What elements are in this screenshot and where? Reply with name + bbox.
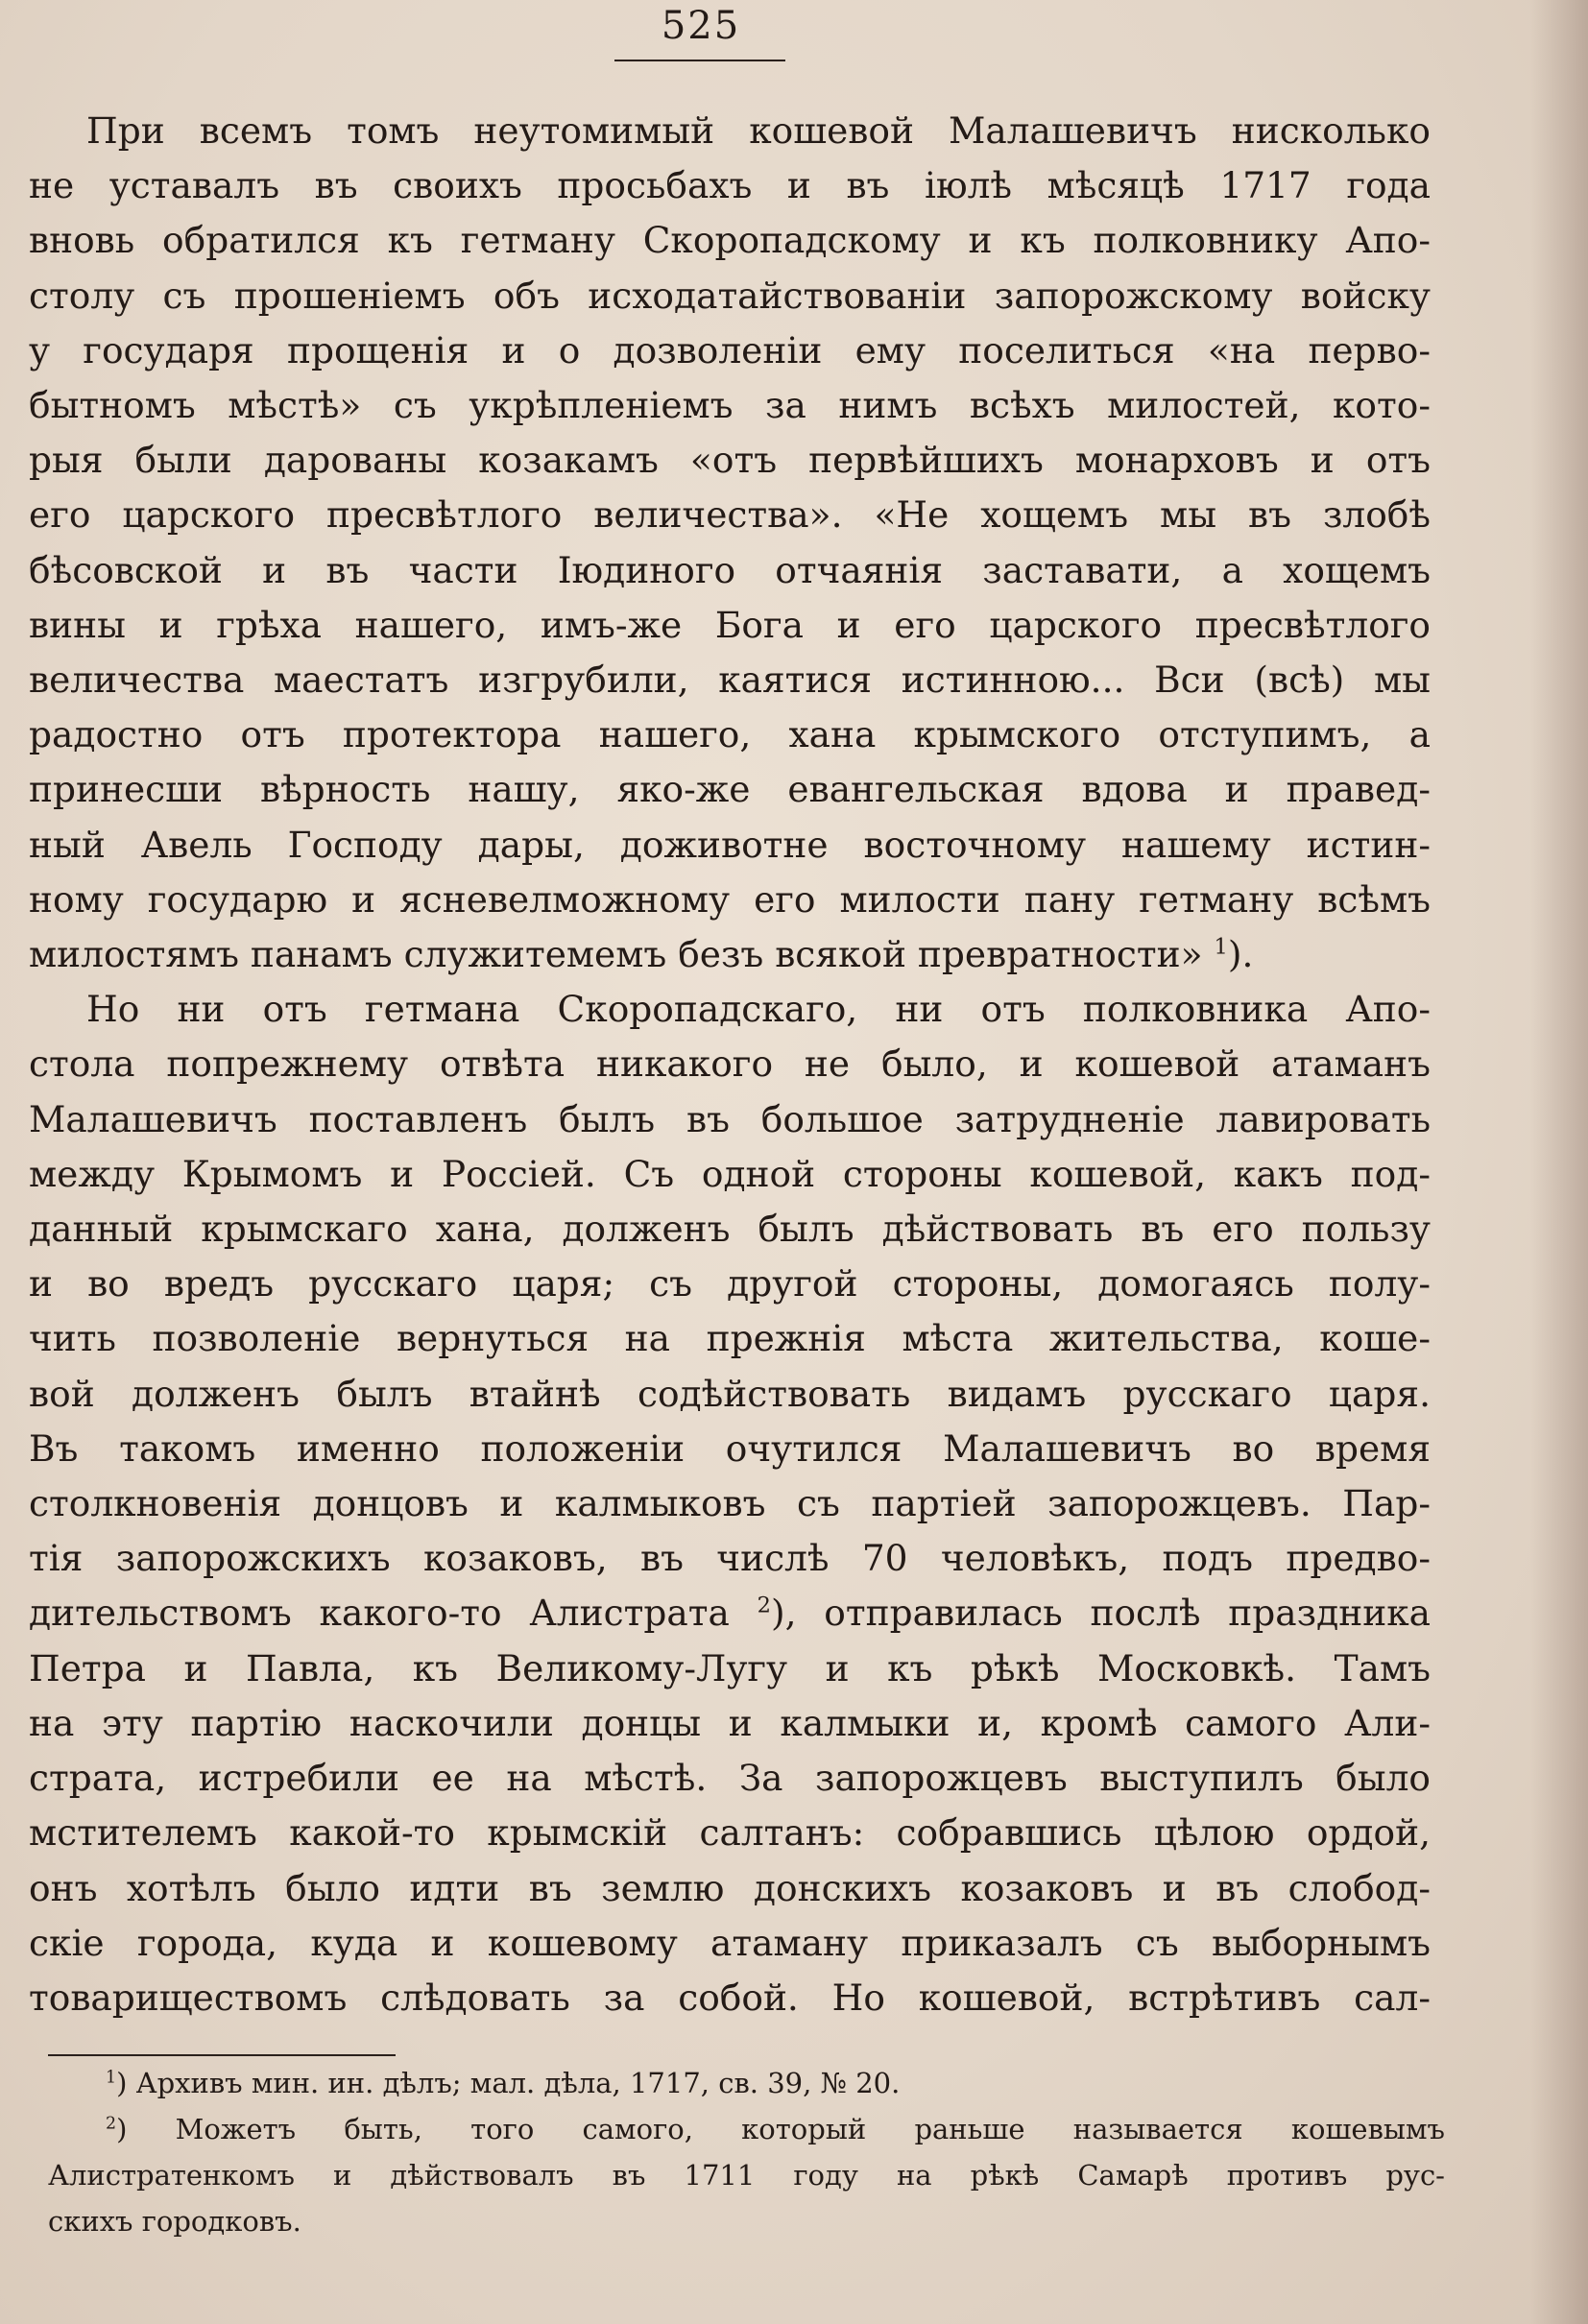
text-line: принесши вѣрность нашу, яко-же евангельская вдова и правед- [29,768,1431,811]
footnote-line: скихъ городковъ. [48,2205,301,2238]
footnote-text: Архивъ мин. ин. дѣлъ; мал. дѣла, 1717, св. 39, № 20. [135,2067,901,2099]
paragraph-1 [29,104,1431,982]
text-fragment: милостямъ панамъ служитемемъ безъ всякой превратности» [29,933,1203,976]
text-line: товариществомъ слѣдовать за собой. Но кошевой, встрѣтивъ сал- [29,1976,1431,2019]
text-line: у государя прощенія и о дозволеніи ему поселиться «на перво- [29,328,1431,371]
text-line: бѣсовской и въ части Іюдиного отчаянія заставати, а хощемъ [29,548,1431,591]
body-text [29,104,1431,2025]
page-number: 525 [661,4,741,48]
footnote-line: $^1$) Архивъ мин. ин. дѣлъ; мал. дѣла, 1717, св. 39, № 20. [106,2067,901,2099]
text-line: Въ такомъ именно положеніи очутился Малашевичъ во время [29,1426,1431,1470]
footnote-rule [48,2054,396,2056]
header-rule [614,60,785,61]
footnote-line: Алистратенкомъ и дѣйствовалъ въ 1711 году на рѣкѣ Самарѣ противъ рус- [48,2159,1445,2192]
text-line: на эту партію наскочили донцы и калмыки и, кромѣ самого Али- [29,1701,1431,1744]
text-line: Малашевичъ поставленъ былъ въ большое затрудненіе лавировать [29,1097,1431,1140]
text-line: вины и грѣха нашего, имъ-же Бога и его царского пресвѣтлого [29,603,1431,646]
text-line: вновь обратился къ гетману Скоропадскому и къ полковнику Апо- [29,219,1431,262]
page-edge-shadow [1530,0,1588,2324]
text-line: Петра и Павла, къ Великому-Лугу и къ рѣкѣ Московкѣ. Тамъ [29,1646,1431,1689]
text-line: столу съ прошеніемъ объ исходатайствованіи запорожскому войску [29,274,1431,317]
text-line: столкновенія донцовъ и калмыковъ съ партіей запорожцевъ. Пар- [29,1482,1431,1525]
text-line: мстителемъ какой-то крымскій салтанъ: собравшись цѣлою ордой, [29,1811,1431,1855]
text-line: радостно отъ протектора нашего, хана крымского отступимъ, а [29,713,1431,756]
text-line [29,927,1431,982]
text-line: величества маестатъ изгрубили, каятися истинною... Вси (всѣ) мы [29,659,1431,702]
footnote-2 [48,2106,1445,2244]
text-line [29,1586,1431,1641]
footnote-marker: 2 [106,2114,117,2134]
text-line: скіе города, куда и кошевому атаману приказалъ съ выборнымъ [29,1921,1431,1964]
footnote-ref-2: 2 [757,1593,771,1618]
text-line: и во вредъ русскаго царя; съ другой стороны, домогаясь полу- [29,1262,1431,1306]
text-line: вой долженъ былъ втайнѣ содѣйствовать видамъ русскаго царя. [29,1372,1431,1415]
text-fragment: ). [1227,933,1254,976]
text-fragment: дительствомъ какого-то Алистрата [29,1592,730,1635]
text-line: ному государю и ясневелможному его милости пану гетману всѣмъ [29,877,1431,921]
text-fragment: ), отправилась послѣ праздника [770,1592,1431,1635]
text-line: между Крымомъ и Россіей. Съ одной стороны кошевой, какъ под- [29,1152,1431,1195]
text-line: не уставалъ въ своихъ просьбахъ и въ іюлѣ мѣсяцѣ 1717 года [29,164,1431,207]
text-line: стола попрежнему отвѣта никакого не было, и кошевой атаманъ [29,1042,1431,1086]
footnotes [48,2060,1445,2244]
footnote-marker: 1 [106,2068,117,2088]
footnote-text: Можетъ быть, того самого, который раньше называется кошевымъ [175,2113,1445,2145]
text-line: Но ни отъ гетмана Скоропадскаго, ни отъ полковника Апо- [86,988,1431,1031]
text-line: его царского пресвѣтлого величества». «Не хощемъ мы въ злобѣ [29,493,1431,537]
footnote-line: $^2$) Можетъ быть, того самого, который раньше называется кошевымъ [106,2113,1445,2145]
footnote-ref-1: 1 [1214,934,1228,960]
text-line: рыя были дарованы козакамъ «отъ первѣйшихъ монарховъ и отъ [29,439,1431,482]
paragraph-2 [29,982,1431,2025]
text-line: страта, истребили ее на мѣстѣ. За запорожцевъ выступилъ было [29,1757,1431,1800]
text-line: ный Авель Господу дары, доживотне восточному нашему истин- [29,823,1431,866]
text-line: При всемъ томъ неутомимый кошевой Малашевичъ нисколько [86,109,1431,152]
text-line: данный крымскаго хана, долженъ былъ дѣйствовать въ его пользу [29,1208,1431,1251]
footnote-1 [48,2060,1445,2106]
text-line: тія запорожскихъ козаковъ, въ числѣ 70 человѣкъ, подъ предво- [29,1537,1431,1580]
text-line: чить позволеніе вернуться на прежнія мѣста жительства, коше- [29,1317,1431,1360]
text-line: онъ хотѣлъ было идти въ землю донскихъ козаковъ и въ слобод- [29,1866,1431,1909]
text-line: бытномъ мѣстѣ» съ укрѣпленіемъ за нимъ всѣхъ милостей, кото- [29,384,1431,427]
